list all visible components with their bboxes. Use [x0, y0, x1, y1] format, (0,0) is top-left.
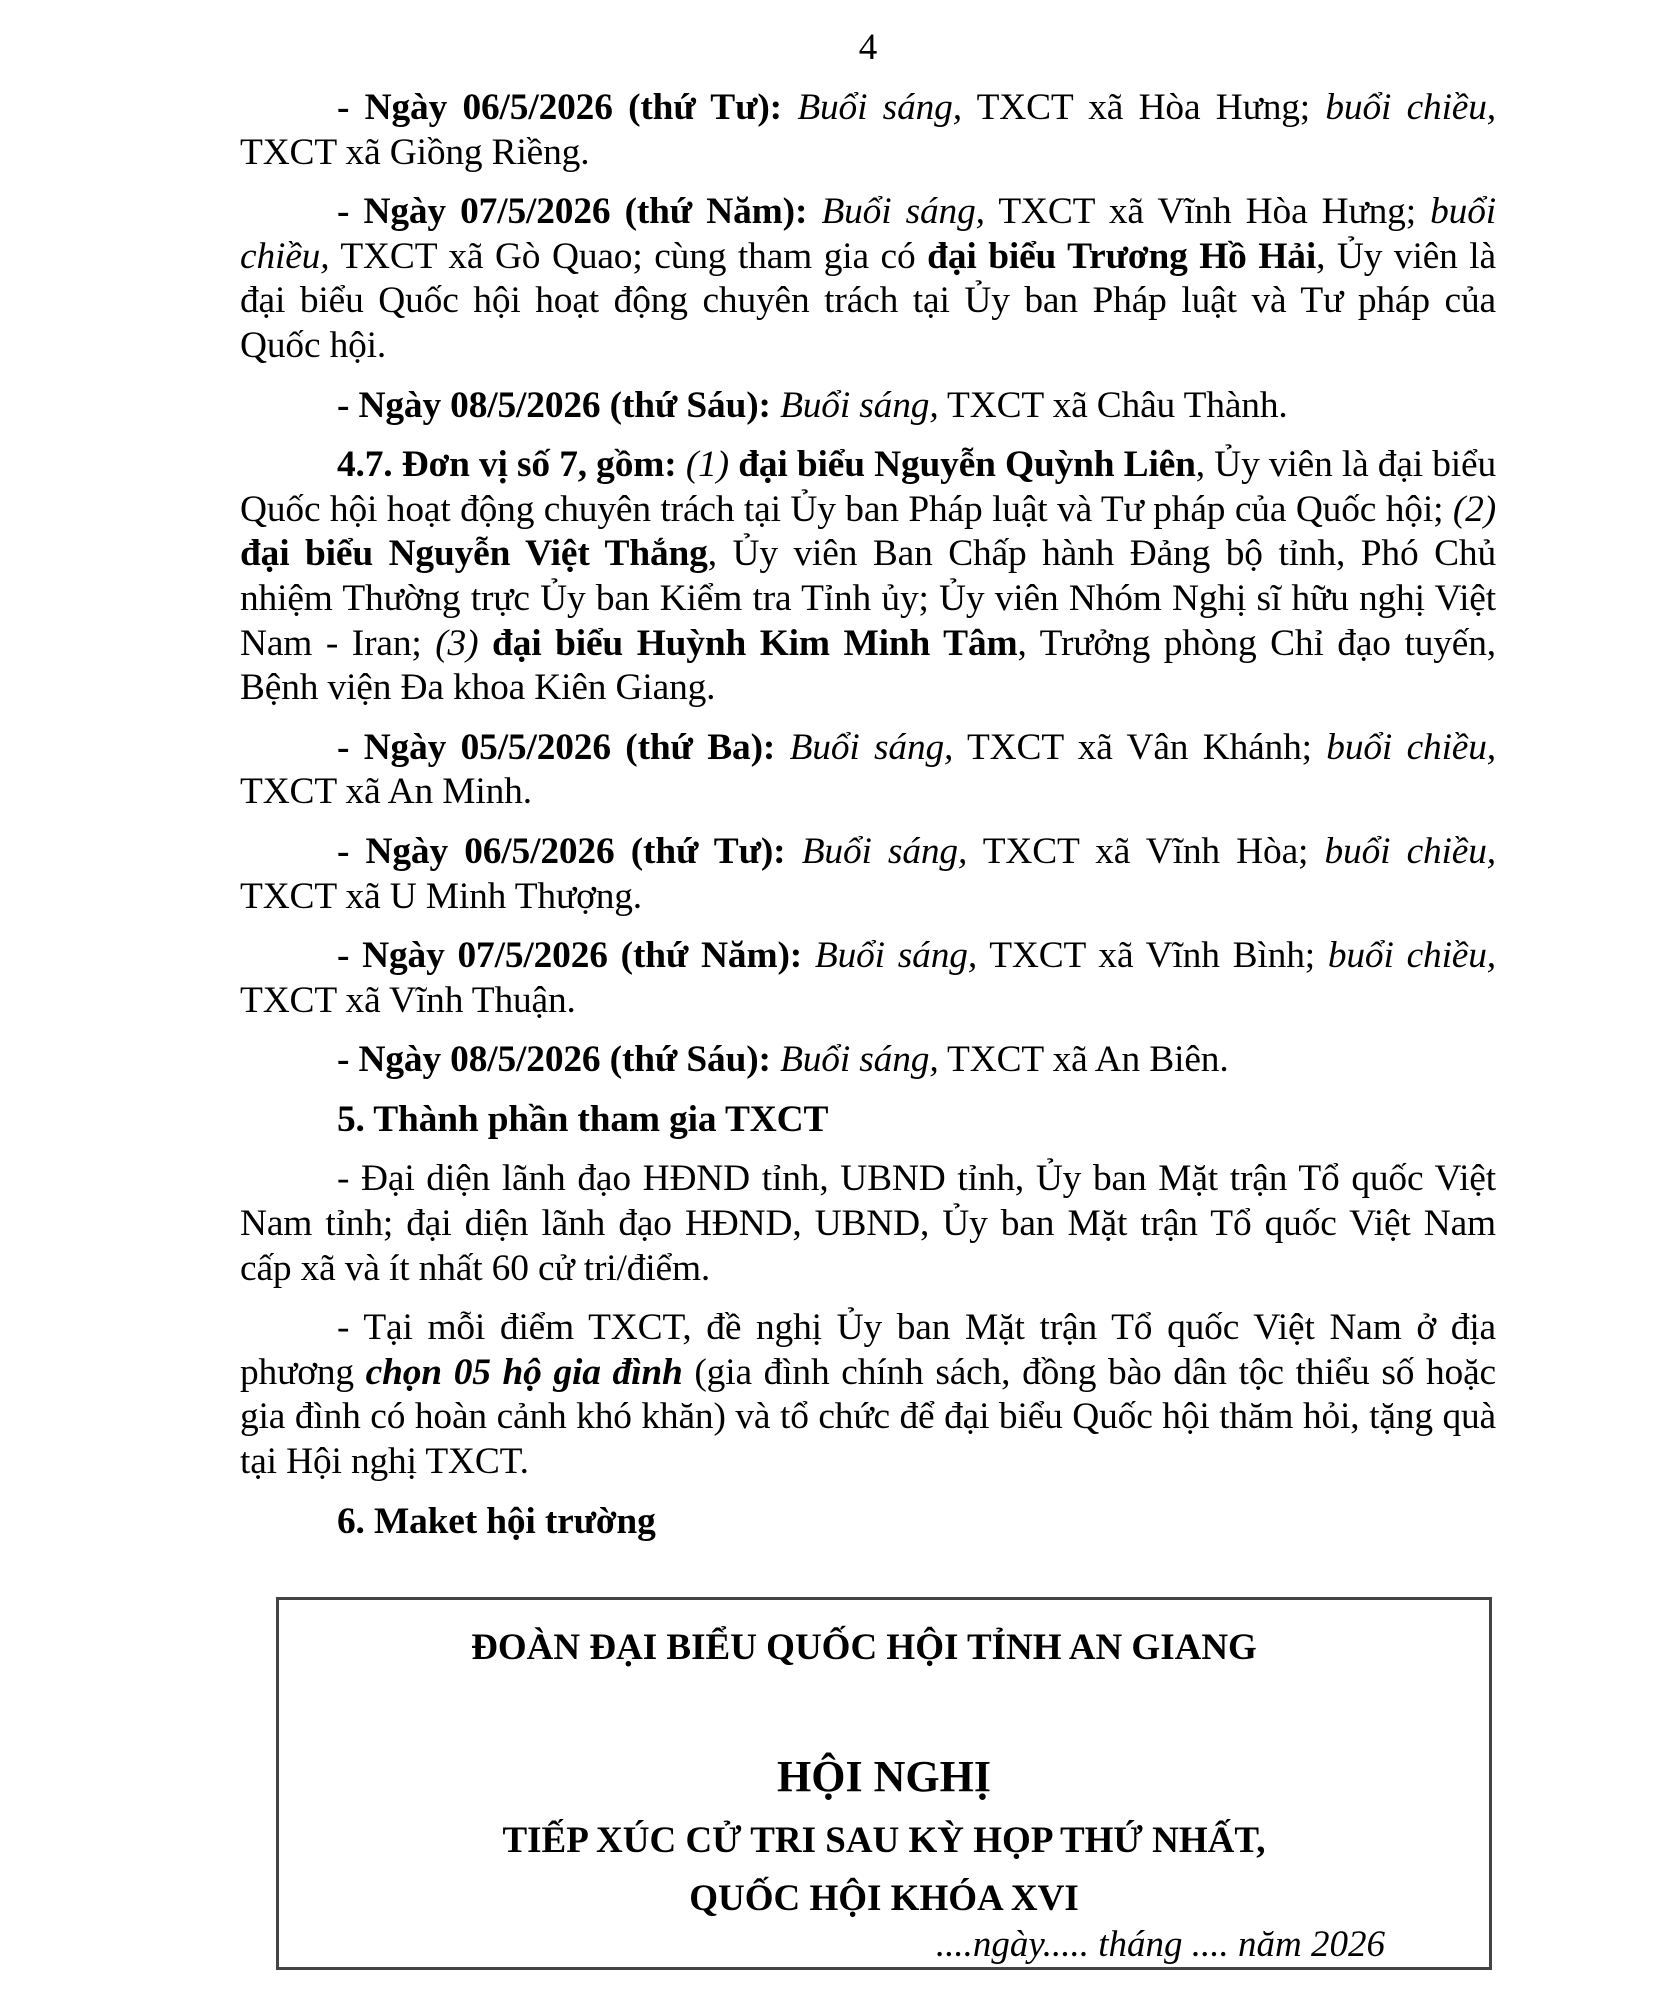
- text-run: - Ngày 08/5/2026 (thứ Sáu):: [337, 384, 771, 426]
- text-run: buổi chiều,: [1327, 935, 1496, 977]
- text-run: Buổi sáng,: [797, 87, 962, 128]
- text-run: - Tại mỗi điểm TXCT, đề nghị Ủy ban Mặt trận Tổ quốc Việt Nam ở địa phương: [240, 1307, 1496, 1393]
- section-heading-6: [240, 1500, 1496, 1545]
- text-run: chọn 05 hộ gia đình: [365, 1351, 683, 1393]
- text-run: (3): [435, 622, 479, 664]
- text-run: [807, 191, 821, 232]
- text-run: TXCT xã Vĩnh Hòa;: [967, 830, 1325, 872]
- text-run: , Ủy viên Ban Chấp hành Đảng bộ tỉnh, Phó Chủ nhiệm Thường trực Ủy ban Kiểm tra Tỉnh ủy; Ủy viên Nhóm Nghị sĩ hữu nghị Việt Nam - Iran;: [240, 533, 1496, 664]
- banner-title: HỘI NGHỊ: [777, 1752, 991, 1801]
- participants-paragraph-2: [240, 1306, 1496, 1484]
- text-run: buổi chiều,: [1326, 726, 1496, 768]
- text-run: TXCT xã Vân Khánh;: [953, 726, 1327, 768]
- text-run: 6. Maket hội trường: [337, 1500, 656, 1542]
- text-run: buổi chiều,: [1325, 87, 1497, 128]
- text-run: TXCT xã Gò Quao; cùng tham gia có: [329, 235, 928, 277]
- document-body: [240, 86, 1496, 1559]
- text-run: 4.7. Đơn vị số 7, gồm:: [337, 444, 677, 486]
- text-run: - Ngày 07/5/2026 (thứ Năm):: [337, 191, 808, 233]
- text-run: đại biểu Trương Hồ Hải: [927, 235, 1317, 277]
- text-run: [782, 87, 797, 128]
- text-run: TXCT xã An Biên.: [938, 1039, 1229, 1081]
- text-run: - Ngày 05/5/2026 (thứ Ba):: [337, 726, 776, 768]
- text-run: [677, 444, 686, 485]
- banner-date-line: ....ngày..... tháng .... năm 2026: [935, 1924, 1385, 1965]
- unit-7-description: [240, 443, 1496, 711]
- text-run: đại biểu Huỳnh Kim Minh Tâm: [492, 622, 1018, 664]
- banner-subtitle-line-1: TIẾP XÚC CỬ TRI SAU KỲ HỌP THỨ NHẤT,: [502, 1820, 1266, 1861]
- text-run: , Ủy viên là đại biểu Quốc hội hoạt động chuyên trách tại Ủy ban Pháp luật và Tư pháp của Quốc hội;: [240, 444, 1497, 530]
- banner-organization: ĐOÀN ĐẠI BIỂU QUỐC HỘI TỈNH AN GIANG: [471, 1627, 1257, 1668]
- schedule-item-07-5-go-quao: [240, 190, 1496, 368]
- text-run: , Trưởng phòng Chỉ đạo tuyến, Bệnh viện Đa khoa Kiên Giang.: [240, 622, 1496, 709]
- text-run: [802, 935, 815, 976]
- text-run: - Ngày 06/5/2026 (thứ Tư):: [337, 87, 782, 128]
- text-run: - Ngày 08/5/2026 (thứ Sáu):: [337, 1039, 771, 1081]
- text-run: Buổi sáng,: [814, 935, 978, 977]
- text-run: Buổi sáng,: [789, 726, 954, 768]
- text-run: - Ngày 07/5/2026 (thứ Năm):: [337, 935, 803, 977]
- text-run: [771, 1039, 780, 1080]
- text-run: [785, 831, 801, 872]
- text-run: TXCT xã U Minh Thượng.: [240, 875, 642, 917]
- hall-banner-mockup: [276, 1597, 1492, 1970]
- participants-paragraph-1: [240, 1157, 1496, 1291]
- text-run: đại biểu Nguyễn Việt Thắng: [240, 533, 708, 575]
- text-run: (1): [685, 444, 729, 486]
- text-run: Buổi sáng,: [801, 830, 968, 872]
- text-run: [729, 444, 738, 485]
- schedule-item-05-5-an-minh: [240, 726, 1496, 815]
- schedule-item-08-5-an-bien: [240, 1038, 1496, 1083]
- text-run: [771, 385, 780, 426]
- text-run: TXCT xã Giồng Riềng.: [240, 131, 590, 173]
- schedule-item-08-5-chau-thanh: [240, 384, 1496, 429]
- text-run: (2): [1452, 488, 1496, 530]
- text-run: - Ngày 06/5/2026 (thứ Tư):: [337, 830, 786, 872]
- text-run: buổi chiều,: [1324, 830, 1496, 872]
- text-run: Buổi sáng,: [780, 1039, 939, 1081]
- text-run: TXCT xã Châu Thành.: [938, 384, 1288, 426]
- text-run: [775, 727, 789, 768]
- banner-subtitle-line-2: QUỐC HỘI KHÓA XVI: [689, 1878, 1079, 1919]
- text-run: - Đại diện lãnh đạo HĐND tỉnh, UBND tỉnh, Ủy ban Mặt trận Tổ quốc Việt Nam tỉnh; đại diện lãnh đạo HĐND, UBND, Ủy ban Mặt trận Tổ quốc Việt Nam cấp xã và ít nhất 60 cử tri/điểm.: [240, 1158, 1496, 1289]
- text-run: Buổi sáng,: [780, 384, 939, 426]
- page-number: 4: [858, 27, 878, 68]
- text-run: TXCT xã Vĩnh Thuận.: [240, 979, 576, 1021]
- text-run: TXCT xã Vĩnh Hòa Hưng;: [984, 191, 1431, 233]
- text-run: (gia đình chính sách, đồng bào dân tộc thiểu số hoặc gia đình có hoàn cảnh khó khăn) và tổ chức để đại biểu Quốc hội thăm hỏi, tặng quà tại Hội nghị TXCT.: [240, 1351, 1496, 1483]
- text-run: TXCT xã Hòa Hưng;: [961, 87, 1326, 128]
- text-run: TXCT xã Vĩnh Bình;: [977, 935, 1328, 977]
- text-run: Buổi sáng,: [821, 191, 985, 233]
- text-run: , Ủy viên là đại biểu Quốc hội hoạt động chuyên trách tại Ủy ban Pháp luật và Tư pháp của Quốc hội.: [240, 235, 1496, 366]
- text-run: đại biểu Nguyễn Quỳnh Liên: [738, 444, 1196, 486]
- text-run: buổi chiều,: [240, 191, 1497, 277]
- schedule-item-06-5-u-minh-thuong: [240, 830, 1496, 919]
- section-heading-5: [240, 1098, 1496, 1143]
- text-run: TXCT xã An Minh.: [240, 771, 532, 813]
- text-run: [478, 623, 492, 664]
- schedule-item-07-5-vinh-thuan: [240, 934, 1496, 1023]
- text-run: 5. Thành phần tham gia TXCT: [337, 1098, 829, 1140]
- schedule-item-06-5-giong-rieng: [240, 86, 1496, 175]
